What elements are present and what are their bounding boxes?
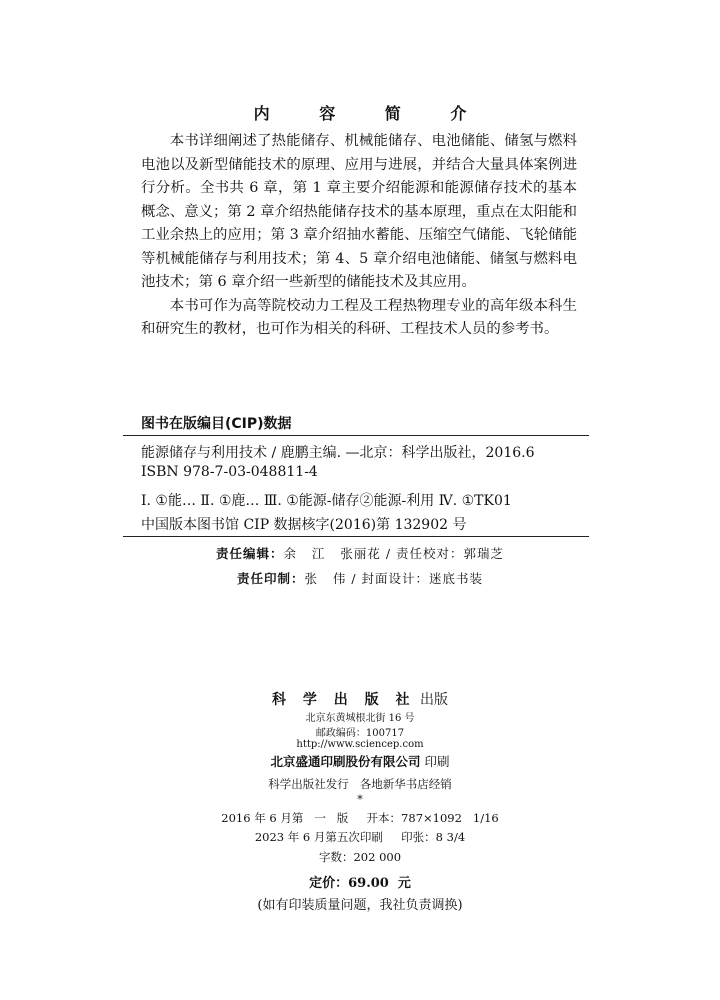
- intro-body: [141, 130, 577, 342]
- printer-name: 北京盛通印刷股份有限公司: [270, 754, 421, 769]
- publisher-suffix: 出版: [419, 692, 448, 708]
- publisher-line: [0, 689, 720, 709]
- publisher-address: 北京东黄城根北街 16 号: [305, 713, 415, 724]
- editor-label: 责任编辑：: [215, 546, 284, 561]
- cip-heading: 图书在版编目(CIP)数据: [141, 416, 292, 432]
- cip-line: 中国版本图书馆 CIP 数据核字(2016)第 132902 号: [141, 517, 467, 533]
- price: 定价：69.00 元: [309, 876, 411, 891]
- cip-top-rule: [123, 435, 589, 436]
- edition-line: 2016 年 6 月第 一 版 开本：787×1092 1/16: [221, 811, 499, 825]
- distribution-line: 科学出版社发行 各地新华书店经销: [268, 777, 452, 791]
- publisher-postcode: 邮政编码：100717: [315, 728, 405, 739]
- cip-bottom-rule: [123, 536, 589, 537]
- editor-value: 余 江 张丽花 / 责任校对：郭瑞芝: [283, 546, 504, 561]
- publisher-url: http://www.sciencep.com: [296, 739, 424, 750]
- cip-line: Ⅰ. ①能… Ⅱ. ①鹿… Ⅲ. ①能源-储存②能源-利用 Ⅳ. ①TK01: [141, 493, 512, 509]
- quality-notice: (如有印装质量问题，我社负责调换): [257, 898, 463, 913]
- intro-paragraph: 本书详细阐述了热能储存、机械能储存、电池储能、储氢与燃料电池以及新型储能技术的原理、应用与进展，并结合大量具体案例进行分析。全书共 6 章，第 1 章主要介绍能源和能源储存技术的基本概念、意义；第 2 章介绍热能储存技术的基本原理，重点在太阳能和工业余热上的应用；第 3 章介绍抽水蓄能、压缩空气储能、飞轮储能等机械能储存与利用技术；第 4、5 章介绍电池储能、储氢与燃料电池技术；第 6 章介绍一些新型的储能技术及其应用。: [141, 133, 577, 290]
- credits-line: [0, 544, 720, 562]
- separator-star: *: [357, 792, 363, 806]
- printing-line: 2023 年 6 月第五次印刷 印张：8 3/4: [254, 830, 466, 844]
- cip-line: 能源储存与利用技术 / 鹿鹏主编. —北京：科学出版社，2016.6: [141, 445, 535, 461]
- intro-title: 内 容 简 介: [253, 104, 489, 123]
- printing-value: 张 伟 / 封面设计：迷底书装: [304, 571, 484, 586]
- publisher-name: 科 学 出 版 社: [272, 692, 416, 708]
- credits-line: [0, 569, 720, 587]
- printer-suffix: 印刷: [424, 754, 450, 769]
- cip-line: ISBN 978-7-03-048811-4: [141, 464, 318, 480]
- printing-label: 责任印制：: [236, 571, 305, 586]
- word-count: 字数：202 000: [318, 850, 402, 864]
- intro-paragraph: 本书可作为高等院校动力工程及工程热物理专业的高年级本科生和研究生的教材，也可作为相关的科研、工程技术人员的参考书。: [141, 297, 577, 337]
- printer-line: [0, 752, 720, 770]
